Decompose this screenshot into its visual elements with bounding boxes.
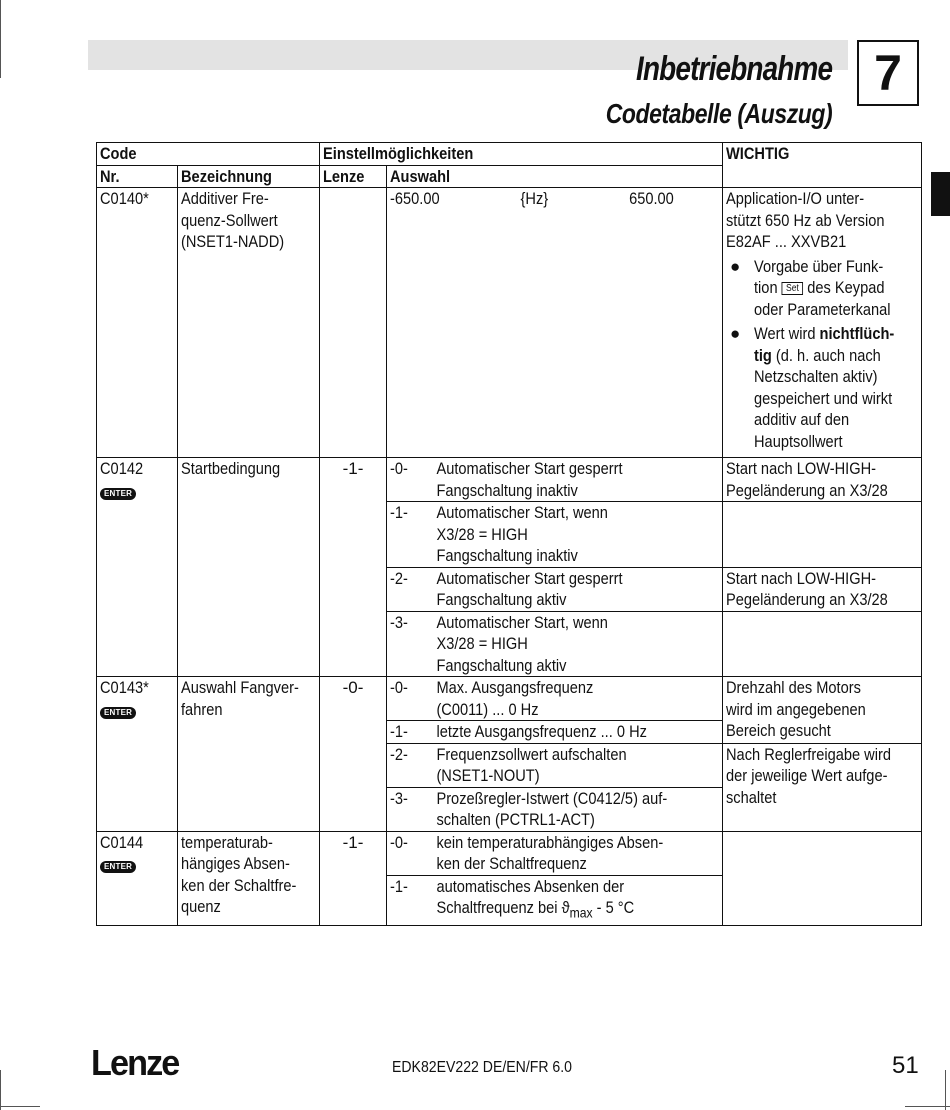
code-bezeichnung: Auswahl Fangver- fahren — [178, 677, 320, 832]
code-nr: C0144 ENTER — [97, 831, 178, 925]
table-row-c0140 — [97, 188, 922, 458]
option-row: -0- Automatischer Start gesperrt Fangschaltung inaktiv — [387, 458, 723, 502]
crop-mark — [0, 0, 1, 78]
code-wichtig-empty — [723, 502, 922, 568]
code-nr: C0143* ENTER — [97, 677, 178, 832]
code-lenze-default: -0- — [320, 677, 387, 832]
code-bezeichnung: Additiver Fre- quenz-Sollwert (NSET1-NADD) — [178, 188, 320, 458]
header-auswahl: Auswahl — [387, 165, 723, 188]
code-table — [96, 142, 922, 926]
crop-mark — [0, 1106, 40, 1107]
code-wichtig: Drehzahl des Motors wird im angegebenen Bereich gesucht — [723, 677, 922, 744]
page-title: Inbetriebnahme — [635, 50, 832, 88]
header-lenze: Lenze — [320, 165, 387, 188]
code-lenze-default — [320, 188, 387, 458]
option-row: -1- Automatischer Start, wenn X3/28 = HIGH Fangschaltung inaktiv — [387, 502, 723, 568]
option-row: -1- letzte Ausgangsfrequenz ... 0 Hz — [387, 721, 723, 744]
option-row: -0- kein temperaturabhängiges Absen- ken der Schaltfrequenz — [387, 831, 723, 875]
code-lenze-default: -1- — [320, 458, 387, 677]
option-row: -1- automatisches Absenken der Schaltfrequenz bei $ϑ_{max} - 5$ °C — [387, 875, 723, 925]
bullet-icon: ● — [730, 256, 741, 276]
code-nr: C0140* — [97, 188, 178, 458]
header-einstellmoeglichkeiten: Einstellmöglichkeiten — [320, 143, 723, 166]
header-code: Code — [97, 143, 320, 166]
option-row: -0- Max. Ausgangsfrequenz (C0011) ... 0 Hz — [387, 677, 723, 721]
table-header-row — [97, 143, 922, 166]
enter-key-icon: ENTER — [100, 488, 136, 500]
code-lenze-default: -1- — [320, 831, 387, 925]
table-row-c0142 — [97, 458, 922, 502]
code-auswahl-range: -650.00 {Hz} 650.00 — [387, 188, 723, 458]
code-wichtig-empty — [723, 831, 922, 925]
header-wichtig: WICHTIG — [723, 143, 922, 188]
code-wichtig: Start nach LOW-HIGH- Pegeländerung an X3/28 — [723, 458, 922, 502]
document-id: EDK82EV222 DE/EN/FR 6.0 — [392, 1059, 573, 1076]
header-nr: Nr. — [97, 165, 178, 188]
set-key-icon: Set — [782, 282, 804, 295]
code-bezeichnung: temperaturab- hängiges Absen- ken der Schaltfre- quenz — [178, 831, 320, 925]
option-row: -2- Automatischer Start gesperrt Fangschaltung aktiv — [387, 567, 723, 611]
code-nr: C0142 ENTER — [97, 458, 178, 677]
code-wichtig: Application-I/O unter- stützt 650 Hz ab Version E82AF ... XXVB21 ● Vorgabe über Funk- tion Set des Keypad oder Parameterkanal ● Wert wird nichtflüch- tig (d. h. auch nach Netzschalten aktiv) gespeichert und wirkt additiv auf den Hauptsollwert — [723, 188, 922, 458]
code-bezeichnung: Startbedingung — [178, 458, 320, 677]
table-row-c0144 — [97, 831, 922, 875]
lenze-logo: Lenze — [91, 1042, 179, 1083]
header-bezeichnung: Bezeichnung — [178, 165, 320, 188]
page-subtitle: Codetabelle (Auszug) — [605, 98, 832, 129]
code-wichtig: Nach Reglerfreigabe wird der jeweilige Wert aufge- schaltet — [723, 743, 922, 831]
option-row: -3- Prozeßregler-Istwert (C0412/5) auf- schalten (PCTRL1-ACT) — [387, 787, 723, 831]
bullet-icon: ● — [730, 324, 741, 343]
crop-mark — [0, 1070, 1, 1110]
code-wichtig: Start nach LOW-HIGH- Pegeländerung an X3/28 — [723, 567, 922, 611]
page-number: 51 — [892, 1052, 919, 1079]
crop-mark — [905, 1106, 950, 1107]
enter-key-icon: ENTER — [100, 707, 136, 719]
option-row: -2- Frequenzsollwert aufschalten (NSET1-NOUT) — [387, 743, 723, 787]
enter-key-icon: ENTER — [100, 861, 136, 873]
bullet-item: ● Wert wird nichtflüch- tig (d. h. auch nach Netzschalten aktiv) gespeichert und wirkt additiv auf den Hauptsollwert — [726, 323, 918, 452]
bullet-item: ● Vorgabe über Funk- tion Set des Keypad oder Parameterkanal — [726, 256, 918, 321]
crop-mark — [945, 1070, 946, 1110]
chapter-number: 7 — [857, 40, 919, 106]
chapter-tab-marker — [931, 172, 950, 216]
option-row: -3- Automatischer Start, wenn X3/28 = HIGH Fangschaltung aktiv — [387, 611, 723, 677]
code-wichtig-empty — [723, 611, 922, 677]
table-row-c0143 — [97, 677, 922, 721]
